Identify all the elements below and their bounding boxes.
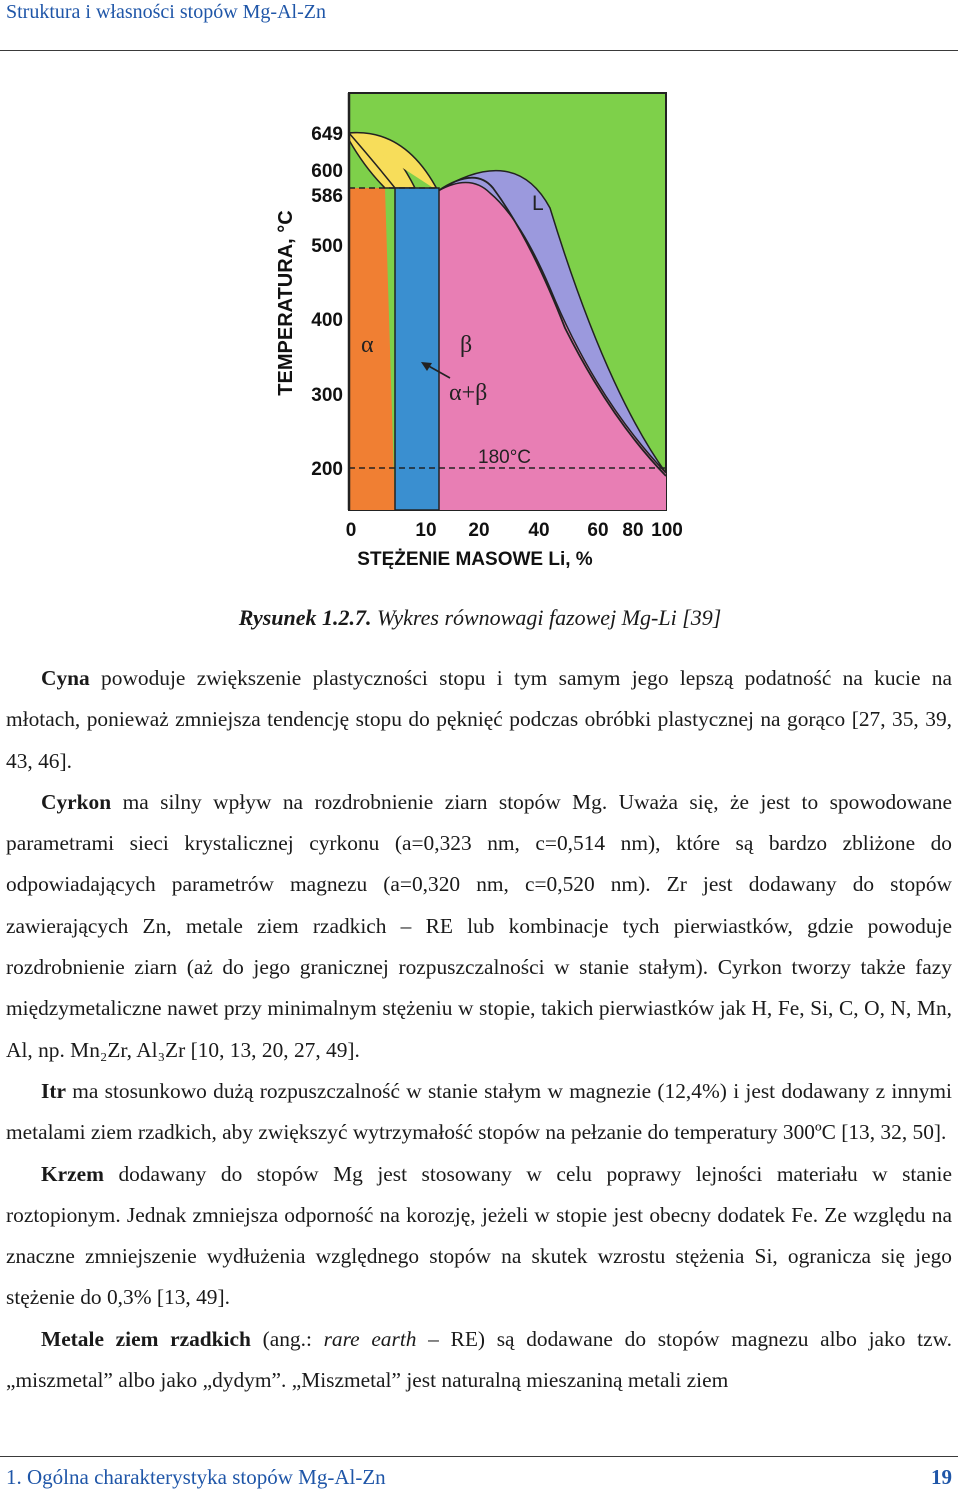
paragraph-text: ma stosunkowo dużą rozpuszczalność w stanie stałym w magnezie (12,4%) i jest dodawany z innymi metalami ziem rzadkich, aby zwiększyć wytrzymałość stopów na pełzanie do temperatury 300ºC [13, 32, 50].: [6, 1078, 952, 1145]
paragraph-text: dodawany do stopów Mg jest stosowany w celu poprawy lejności materiału w stanie roztopionym. Jednak zmniejsza odporność na korozję, jeżeli w stopie jest obecny dodatek Fe. Ze względu na znaczne zmniejszenie wydłużenia względnego stopów na skutek wzrostu stężenia Si, ogranicza się jego stężenie do 0,3% [13, 49].: [6, 1161, 952, 1310]
body-text: [6, 658, 952, 1401]
region-label-beta: β: [460, 332, 473, 358]
paragraph-zirconium: [6, 782, 952, 1071]
region-label-alpha: α: [361, 332, 374, 358]
paragraph-text: ma silny wpływ na rozdrobnienie ziarn stopów Mg. Uważa się, że jest to spowodowane parametrami sieci krystalicznej cyrkonu (a=0,323 nm, c=0,514 nm), które są bardzo zbliżone do odpowiadających parametrów magnezu (a=0,320 nm, c=0,520 nm). Zr jest dodawany do stopów zawierających Zn, metale ziem rzadkich – RE lub kombinacje tych pierwiastków, gdzie powoduje rozdrobnienie ziarn (aż do jego granicznej rozpuszczalności w stanie stałym). Cyrkon tworzy także fazy międzymetaliczne nawet przy minimalnym stężeniu w stopie, takich pierwiastków jak H, Fe, Si, C, O, N, Mn, Al, np. Mn₂Zr, Al₃Zr [10, 13, 20, 27, 49].: [6, 789, 952, 1062]
y-tick-label: 500: [311, 236, 343, 257]
paragraph-text: – RE) są dodawane do stopów magnezu albo jako tzw. „miszmetal” albo jako „dydym”. „Miszmetal” jest naturalną mieszaniną metali ziem: [6, 1326, 952, 1393]
x-tick-label: 40: [528, 520, 550, 541]
paragraph-silicon: [6, 1154, 952, 1319]
running-footer: [6, 1463, 952, 1491]
x-axis-label: STĘŻENIE MASOWE Li, %: [357, 549, 593, 570]
y-tick-label: 586: [311, 186, 343, 207]
header-rule: [0, 50, 958, 51]
caption-text: Wykres równowagi fazowej Mg-Li [39]: [377, 605, 722, 630]
y-tick-label: 400: [311, 310, 343, 331]
term-italic: rare earth: [323, 1326, 417, 1351]
paragraph-rare-earth: [6, 1319, 952, 1402]
figure-caption: [0, 603, 960, 633]
term-bold: Krzem: [41, 1161, 104, 1186]
term-bold: Itr: [41, 1078, 66, 1103]
x-tick-label: 20: [468, 520, 490, 541]
y-axis-label: TEMPERATURA, °C: [275, 210, 297, 396]
y-tick-label: 649: [311, 124, 343, 145]
y-tick-label: 200: [311, 459, 343, 480]
phase-diagram-figure: [265, 88, 695, 578]
region-label-liquid: L: [532, 192, 544, 215]
region-label-alpha-beta: α+β: [449, 380, 488, 406]
paragraph-yttrium: [6, 1071, 952, 1154]
alpha-beta-region: [395, 188, 439, 510]
page-number: 19: [931, 1465, 952, 1489]
y-tick-label: 600: [311, 161, 343, 182]
x-tick-label: 60: [587, 520, 609, 541]
x-tick-label: 100: [651, 520, 683, 541]
term-bold: Cyrkon: [41, 789, 112, 814]
phase-diagram-chart: [265, 88, 695, 578]
paragraph-tin: [6, 658, 952, 782]
isotherm-annotation: 180°C: [478, 447, 532, 468]
caption-label: Rysunek 1.2.7.: [238, 605, 372, 630]
y-tick-label: 300: [311, 385, 343, 406]
footer-rule: [0, 1456, 958, 1457]
term-bold: Metale ziem rzadkich: [41, 1326, 251, 1351]
paragraph-text: (ang.:: [250, 1326, 324, 1351]
x-tick-label: 10: [415, 520, 437, 541]
x-tick-label: 0: [345, 520, 357, 541]
x-tick-label: 80: [622, 520, 644, 541]
running-header: Struktura i własności stopów Mg-Al-Zn: [6, 1, 326, 23]
footer-title: 1. Ogólna charakterystyka stopów Mg-Al-Zn: [6, 1465, 386, 1489]
paragraph-text: powoduje zwiększenie plastyczności stopu i tym samym jego lepszą podatność na kucie na młotach, ponieważ zmniejsza tendencję stopu do pęknięć podczas obróbki plastycznej na gorąco [27, 35, 39, 43, 46].: [6, 666, 952, 773]
term-bold: Cyna: [41, 666, 90, 690]
